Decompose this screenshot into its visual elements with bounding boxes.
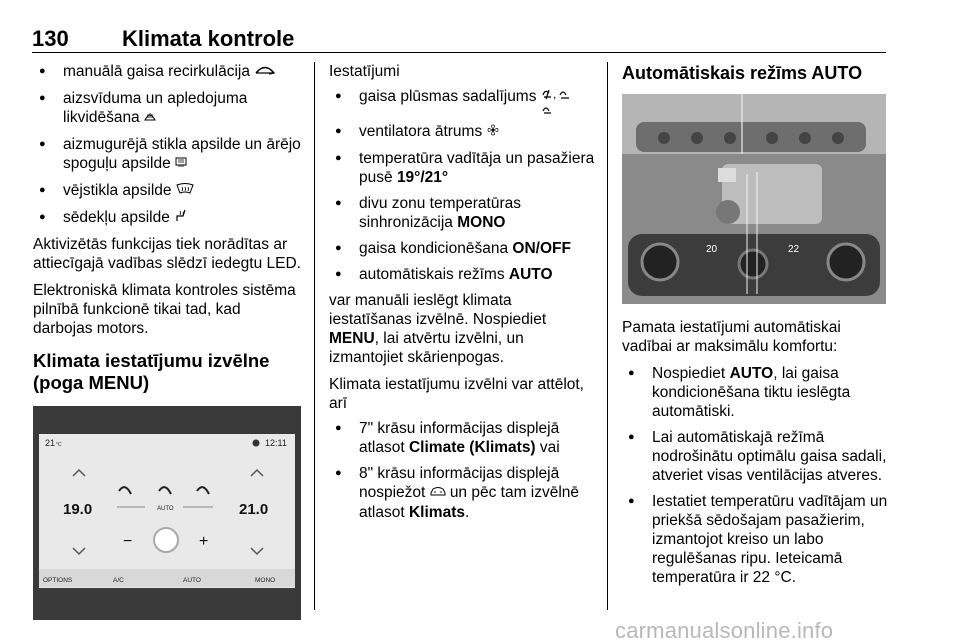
column-divider [314,62,315,610]
page-title: Klimata kontrole [122,26,295,51]
section-heading: Automātiskais režīms AUTO [622,63,863,83]
list-item: ● temperatūra vadītāja un pasažiera pusē 19°/21° [329,149,597,187]
page-header [32,26,886,53]
paragraph: Elektroniskā klimata kontroles sistēma pilnībā funkcionē tikai tad, kad darbojas motors. [33,282,296,337]
list-item: ● Iestatiet temperatūru vadītājam un priekšā sēdošajam pasažierim, izmantojot kreiso un labo regulēšanas ripu. Ieteicamā temperatūra ir 22 °C. [622,492,888,587]
svg-text:,: , [552,87,557,101]
seat-heat-icon [174,211,188,226]
gear-icon[interactable] [253,440,260,447]
column-3 [622,62,888,594]
list-item: ● automātiskais režīms AUTO [329,265,597,284]
climate-control-panel-photo [622,94,886,304]
temperature-unit: °C [56,442,62,448]
list-item: ● 8" krāsu informācijas displejā nospiežot un pēc tam izvēlnē atlasot Klimats. [329,464,597,522]
windscreen-heat-icon [176,184,194,199]
list-item: ● gaisa kondicionēšana ON/OFF [329,239,597,258]
rear-defrost-icon [175,157,187,172]
paragraph: Pamata iestatījumi automātiskai vadībai ar maksimālu komfortu: [622,319,841,355]
climate-car-icon [430,486,450,501]
options-button[interactable]: OPTIONS [43,577,73,584]
panel-right-temp: 22 [788,244,800,255]
auto-indicator: AUTO [157,506,174,512]
left-temperature: 19.0 [63,501,93,518]
auto-button[interactable]: AUTO [183,577,201,584]
paragraph: Aktivizētās funkcijas tiek norādītas ar attiecīgajā vadības slēdzī iedegtu LED. [33,236,301,272]
list-item: ● aizmugurējā stikla apsilde un ārējo spoguļu apsilde [33,135,303,174]
ac-button[interactable]: A/C [113,577,124,584]
section-heading: Klimata iestatījumu izvēlne (poga MENU) [33,350,270,393]
fan-icon[interactable] [154,528,178,552]
page-number: 130 [32,26,69,51]
list-item: ● aizsvīduma un apledojuma likvidēšana [33,89,303,128]
list-item: ● ventilatora ātrums [329,122,597,142]
outside-temperature: 21 [45,438,56,448]
fan-icon [487,125,499,140]
paragraph: Klimata iestatījumu izvēlni var attēlot, arī [329,376,584,412]
list-item: ● Nospiediet AUTO, lai gaisa kondicionēšana tiktu ieslēgta automātiski. [622,364,888,421]
panel-left-temp: 20 [706,244,718,255]
list-item: ● divu zonu temperatūras sinhronizācija MONO [329,194,597,232]
list-item: ● gaisa plūsmas sadalījums , [329,87,597,115]
climate-menu-screen-image [33,406,301,620]
column-divider [607,62,608,610]
column-2 [329,62,597,529]
list-item: ● Lai automātiskajā režīmā nodrošinātu optimālu gaisa sadali, atveriet visas ventilācijas atveres. [622,428,888,485]
paragraph: Iestatījumi [329,63,400,80]
list-item: ● sēdekļu apsilde [33,208,303,228]
list-item: ● 7" krāsu informācijas displejā atlasot Climate (Klimats) vai [329,419,597,457]
list-item: ● vējstikla apsilde [33,181,303,201]
right-temperature: 21.0 [239,501,269,518]
fan-increase-button[interactable]: + [199,533,209,550]
clock: 12:11 [265,438,287,448]
air-distribution-icon [541,87,587,105]
watermark: carmanualsonline.info [615,618,834,643]
defrost-max-icon [144,111,156,126]
column-1 [33,62,303,620]
mono-button[interactable]: MONO [255,577,276,584]
list-item: ● manuālā gaisa recirkulācija [33,62,303,82]
fan-decrease-button[interactable]: − [123,533,133,550]
recirculation-icon [254,65,276,80]
paragraph: var manuāli ieslēgt klimata iestatīšanas izvēlnē. Nospiediet MENU, lai atvērtu izvēlni, un izmantojiet skārienpogas. [329,292,547,366]
